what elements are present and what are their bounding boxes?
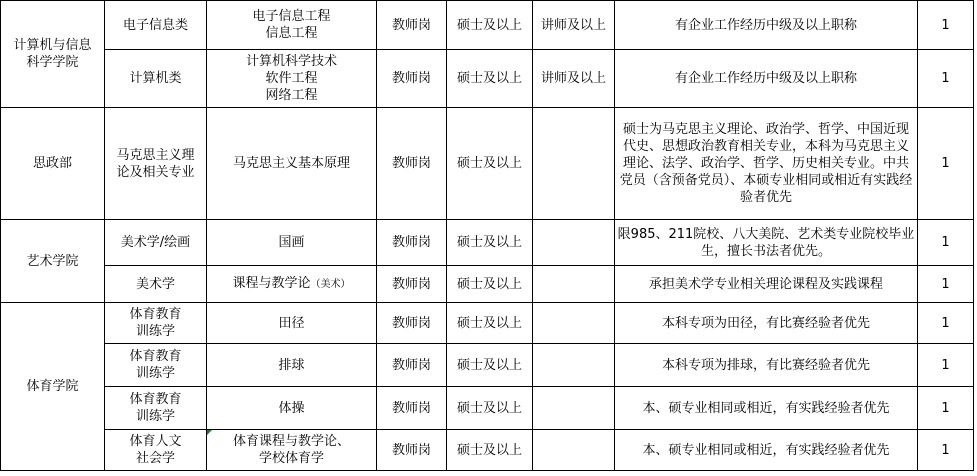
table-row: [1, 220, 974, 266]
title-cell: [533, 387, 615, 430]
position-cell: 教师岗: [377, 1, 447, 50]
education-cell: 硕士及以上: [447, 50, 533, 108]
education-cell: 硕士及以上: [447, 344, 533, 387]
title-cell: [533, 108, 615, 220]
count-cell: 1: [918, 50, 974, 108]
count-cell: 1: [918, 108, 974, 220]
college-cell: 体育学院: [1, 303, 105, 471]
requirement-cell: 本科专项为田径，有比赛经验者优先: [615, 303, 918, 344]
title-cell: [533, 344, 615, 387]
title-cell: [533, 266, 615, 303]
requirement-cell: 本科专项为排球，有比赛经验者优先: [615, 344, 918, 387]
requirement-cell: 有企业工作经历中级及以上职称: [615, 50, 918, 108]
major-cell: 国画: [207, 220, 377, 266]
major-text: 课程与教学论: [232, 276, 311, 291]
education-cell: 硕士及以上: [447, 303, 533, 344]
position-cell: 教师岗: [377, 303, 447, 344]
table-row: [1, 1, 974, 50]
position-cell: 教师岗: [377, 387, 447, 430]
requirement-cell: 有企业工作经历中级及以上职称: [615, 1, 918, 50]
discipline-cell: 美术学/绘画: [105, 220, 207, 266]
requirement-cell: 承担美术学专业相关理论课程及实践课程: [615, 266, 918, 303]
count-cell: 1: [918, 303, 974, 344]
position-cell: 教师岗: [377, 266, 447, 303]
table-row: [1, 430, 974, 471]
major-cell: 马克思主义基本原理: [207, 108, 377, 220]
major-cell: [207, 266, 377, 303]
count-cell: 1: [918, 1, 974, 50]
discipline-cell: 马克思主义理 论及相关专业: [105, 108, 207, 220]
discipline-cell: 体育教育 训练学: [105, 303, 207, 344]
major-note: （美术）: [310, 279, 351, 290]
position-cell: 教师岗: [377, 108, 447, 220]
education-cell: 硕士及以上: [447, 108, 533, 220]
major-cell: 排球: [207, 344, 377, 387]
table-row: [1, 303, 974, 344]
position-cell: 教师岗: [377, 344, 447, 387]
table-row: [1, 50, 974, 108]
education-cell: 硕士及以上: [447, 430, 533, 471]
discipline-cell: 美术学: [105, 266, 207, 303]
major-cell: 电子信息工程 信息工程: [207, 1, 377, 50]
college-cell: 思政部: [1, 108, 105, 220]
education-cell: 硕士及以上: [447, 220, 533, 266]
requirement-cell: 本、硕专业相同或相近，有实践经验者优先: [615, 387, 918, 430]
title-cell: [533, 430, 615, 471]
discipline-cell: 体育人文 社会学: [105, 430, 207, 471]
table-row: [1, 108, 974, 220]
requirement-cell: 限985、211院校、八大美院、艺术类专业院校毕业生，擅长书法者优先。: [615, 220, 918, 266]
count-cell: 1: [918, 266, 974, 303]
count-cell: 1: [918, 387, 974, 430]
title-cell: [533, 303, 615, 344]
title-cell: 讲师及以上: [533, 50, 615, 108]
requirement-cell: 本、硕专业相同或相近，有实践经验者优先: [615, 430, 918, 471]
table-row: [1, 387, 974, 430]
discipline-cell: 体育教育 训练学: [105, 387, 207, 430]
position-cell: 教师岗: [377, 220, 447, 266]
discipline-cell: 电子信息类: [105, 1, 207, 50]
requirement-cell: 硕士为马克思主义理论、政治学、哲学、中国近现代史、思想政治教育相关专业，本科为马克思主义理论、法学、政治学、哲学、历史相关专业。中共党员（含预备党员）、本硕专业相同或相近有实践经验者优先: [615, 108, 918, 220]
table-row: [1, 266, 974, 303]
table-row: [1, 344, 974, 387]
title-cell: 讲师及以上: [533, 1, 615, 50]
position-cell: 教师岗: [377, 50, 447, 108]
count-cell: 1: [918, 430, 974, 471]
count-cell: 1: [918, 344, 974, 387]
education-cell: 硕士及以上: [447, 1, 533, 50]
education-cell: 硕士及以上: [447, 266, 533, 303]
discipline-cell: 计算机类: [105, 50, 207, 108]
college-cell: 艺术学院: [1, 220, 105, 303]
major-cell: 体操: [207, 387, 377, 430]
major-cell: 田径: [207, 303, 377, 344]
cell-comment-marker: [207, 430, 212, 435]
major-cell: 体育课程与教学论、 学校体育学: [207, 430, 377, 471]
discipline-cell: 体育教育 训练学: [105, 344, 207, 387]
position-cell: 教师岗: [377, 430, 447, 471]
education-cell: 硕士及以上: [447, 387, 533, 430]
college-cell: 计算机与信息 科学学院: [1, 1, 105, 108]
title-cell: [533, 220, 615, 266]
major-cell: 计算机科学技术 软件工程 网络工程: [207, 50, 377, 108]
count-cell: 1: [918, 220, 974, 266]
